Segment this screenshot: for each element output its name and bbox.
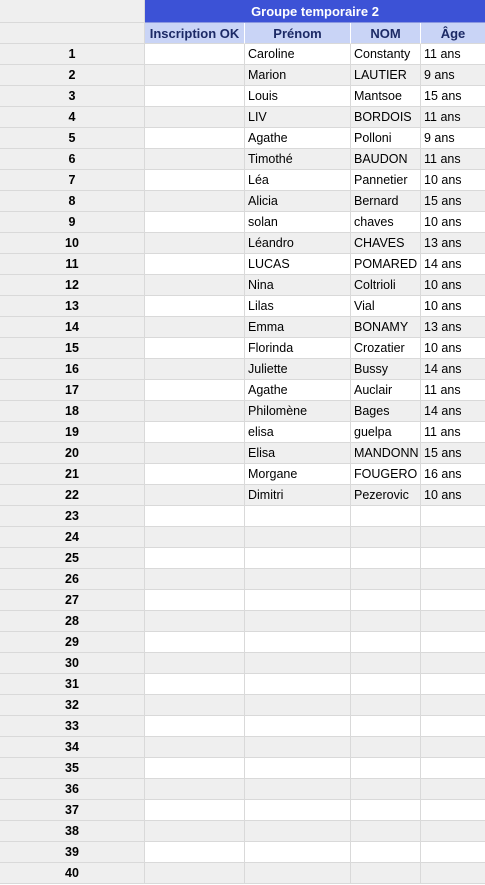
cell-nom[interactable] — [351, 611, 421, 632]
cell-age[interactable] — [421, 548, 485, 569]
cell-nom[interactable]: chaves — [351, 212, 421, 233]
table-row — [0, 758, 485, 779]
cell-prenom[interactable]: Dimitri — [245, 485, 351, 506]
row-number[interactable]: 25 — [0, 548, 145, 569]
cell-prenom[interactable]: Louis — [245, 86, 351, 107]
table-row — [0, 359, 485, 380]
row-number[interactable]: 19 — [0, 422, 145, 443]
table-body — [0, 44, 485, 884]
table-row — [0, 611, 485, 632]
cell-prenom[interactable] — [245, 716, 351, 737]
table-row — [0, 653, 485, 674]
column-header-nom[interactable]: NOM — [351, 23, 421, 44]
cell-prenom[interactable] — [245, 569, 351, 590]
cell-age[interactable] — [421, 758, 485, 779]
cell-prenom[interactable] — [245, 800, 351, 821]
cell-inscription[interactable] — [145, 779, 245, 800]
cell-nom[interactable]: Polloni — [351, 128, 421, 149]
row-number[interactable]: 27 — [0, 590, 145, 611]
row-number[interactable]: 22 — [0, 485, 145, 506]
table-row — [0, 254, 485, 275]
row-number[interactable]: 7 — [0, 170, 145, 191]
cell-prenom[interactable] — [245, 611, 351, 632]
cell-inscription[interactable] — [145, 401, 245, 422]
row-number[interactable]: 28 — [0, 611, 145, 632]
cell-age[interactable]: 10 ans — [421, 296, 485, 317]
cell-nom[interactable]: guelpa — [351, 422, 421, 443]
row-number[interactable]: 31 — [0, 674, 145, 695]
cell-age[interactable] — [421, 779, 485, 800]
cell-nom[interactable] — [351, 758, 421, 779]
cell-inscription[interactable] — [145, 821, 245, 842]
group-title[interactable]: Groupe temporaire 2 — [145, 0, 485, 23]
cell-nom[interactable] — [351, 590, 421, 611]
row-number[interactable]: 26 — [0, 569, 145, 590]
row-number[interactable]: 37 — [0, 800, 145, 821]
cell-nom[interactable]: BONAMY — [351, 317, 421, 338]
cell-inscription[interactable] — [145, 359, 245, 380]
cell-inscription[interactable] — [145, 128, 245, 149]
cell-age[interactable]: 10 ans — [421, 170, 485, 191]
cell-inscription[interactable] — [145, 527, 245, 548]
cell-inscription[interactable] — [145, 632, 245, 653]
cell-age[interactable]: 15 ans — [421, 443, 485, 464]
cell-prenom[interactable]: Alicia — [245, 191, 351, 212]
cell-age[interactable] — [421, 716, 485, 737]
table-row — [0, 86, 485, 107]
cell-inscription[interactable] — [145, 254, 245, 275]
cell-inscription[interactable] — [145, 506, 245, 527]
cell-prenom[interactable]: Philomène — [245, 401, 351, 422]
cell-inscription[interactable] — [145, 464, 245, 485]
cell-nom[interactable]: POMARED — [351, 254, 421, 275]
table-row — [0, 401, 485, 422]
row-number[interactable]: 6 — [0, 149, 145, 170]
table-row — [0, 716, 485, 737]
cell-prenom[interactable]: Juliette — [245, 359, 351, 380]
table-row — [0, 338, 485, 359]
cell-prenom[interactable] — [245, 695, 351, 716]
cell-age[interactable]: 14 ans — [421, 401, 485, 422]
cell-age[interactable]: 9 ans — [421, 128, 485, 149]
table-row — [0, 737, 485, 758]
cell-inscription[interactable] — [145, 86, 245, 107]
column-header-row — [0, 23, 485, 44]
cell-nom[interactable] — [351, 716, 421, 737]
cell-age[interactable]: 11 ans — [421, 422, 485, 443]
column-header-prenom[interactable]: Prénom — [245, 23, 351, 44]
cell-prenom[interactable]: LUCAS — [245, 254, 351, 275]
cell-prenom[interactable] — [245, 632, 351, 653]
cell-nom[interactable]: FOUGERO — [351, 464, 421, 485]
cell-prenom[interactable] — [245, 737, 351, 758]
cell-age[interactable]: 10 ans — [421, 485, 485, 506]
table-row — [0, 506, 485, 527]
cell-inscription[interactable] — [145, 737, 245, 758]
row-number[interactable]: 16 — [0, 359, 145, 380]
table-row — [0, 590, 485, 611]
cell-nom[interactable] — [351, 653, 421, 674]
cell-nom[interactable]: Bussy — [351, 359, 421, 380]
table-row — [0, 191, 485, 212]
cell-prenom[interactable]: Morgane — [245, 464, 351, 485]
cell-nom[interactable]: Pannetier — [351, 170, 421, 191]
cell-inscription[interactable] — [145, 170, 245, 191]
cell-prenom[interactable] — [245, 779, 351, 800]
row-number[interactable]: 11 — [0, 254, 145, 275]
cell-age[interactable]: 15 ans — [421, 191, 485, 212]
cell-nom[interactable]: MANDONN — [351, 443, 421, 464]
cell-nom[interactable] — [351, 695, 421, 716]
table-row — [0, 569, 485, 590]
corner-cell[interactable] — [0, 0, 145, 23]
table-row — [0, 380, 485, 401]
table-row — [0, 422, 485, 443]
row-number[interactable]: 38 — [0, 821, 145, 842]
table-row — [0, 464, 485, 485]
cell-prenom[interactable] — [245, 674, 351, 695]
row-number[interactable]: 5 — [0, 128, 145, 149]
cell-prenom[interactable]: solan — [245, 212, 351, 233]
cell-nom[interactable]: Auclair — [351, 380, 421, 401]
cell-inscription[interactable] — [145, 149, 245, 170]
cell-prenom[interactable]: Lilas — [245, 296, 351, 317]
cell-inscription[interactable] — [145, 716, 245, 737]
row-number[interactable]: 9 — [0, 212, 145, 233]
cell-nom[interactable] — [351, 842, 421, 863]
cell-inscription[interactable] — [145, 485, 245, 506]
cell-prenom[interactable] — [245, 653, 351, 674]
cell-age[interactable] — [421, 506, 485, 527]
cell-age[interactable]: 15 ans — [421, 86, 485, 107]
cell-prenom[interactable]: Nina — [245, 275, 351, 296]
table-row — [0, 275, 485, 296]
cell-inscription[interactable] — [145, 548, 245, 569]
cell-nom[interactable] — [351, 737, 421, 758]
table-row — [0, 44, 485, 65]
cell-age[interactable]: 14 ans — [421, 359, 485, 380]
cell-age[interactable]: 13 ans — [421, 233, 485, 254]
row-number[interactable]: 4 — [0, 107, 145, 128]
cell-inscription[interactable] — [145, 800, 245, 821]
cell-nom[interactable] — [351, 800, 421, 821]
table-row — [0, 170, 485, 191]
row-number[interactable]: 13 — [0, 296, 145, 317]
row-number[interactable]: 14 — [0, 317, 145, 338]
cell-prenom[interactable]: Emma — [245, 317, 351, 338]
cell-nom[interactable]: Coltrioli — [351, 275, 421, 296]
table-row — [0, 863, 485, 884]
row-number[interactable]: 21 — [0, 464, 145, 485]
cell-age[interactable]: 10 ans — [421, 338, 485, 359]
row-number-header[interactable] — [0, 23, 145, 44]
cell-age[interactable] — [421, 674, 485, 695]
cell-prenom[interactable]: Marion — [245, 65, 351, 86]
cell-age[interactable] — [421, 863, 485, 884]
row-number[interactable]: 3 — [0, 86, 145, 107]
cell-inscription[interactable] — [145, 65, 245, 86]
cell-age[interactable]: 10 ans — [421, 275, 485, 296]
row-number[interactable]: 30 — [0, 653, 145, 674]
row-number[interactable]: 10 — [0, 233, 145, 254]
cell-age[interactable] — [421, 842, 485, 863]
row-number[interactable]: 15 — [0, 338, 145, 359]
cell-age[interactable] — [421, 821, 485, 842]
cell-prenom[interactable] — [245, 590, 351, 611]
cell-prenom[interactable] — [245, 842, 351, 863]
cell-age[interactable]: 11 ans — [421, 380, 485, 401]
row-number[interactable]: 17 — [0, 380, 145, 401]
cell-age[interactable] — [421, 695, 485, 716]
cell-age[interactable] — [421, 653, 485, 674]
cell-age[interactable] — [421, 569, 485, 590]
table-row — [0, 779, 485, 800]
table-row — [0, 548, 485, 569]
cell-inscription[interactable] — [145, 212, 245, 233]
table-row — [0, 632, 485, 653]
cell-inscription[interactable] — [145, 611, 245, 632]
cell-inscription[interactable] — [145, 233, 245, 254]
table-row — [0, 821, 485, 842]
table-row — [0, 527, 485, 548]
cell-nom[interactable] — [351, 821, 421, 842]
cell-prenom[interactable] — [245, 758, 351, 779]
cell-inscription[interactable] — [145, 338, 245, 359]
row-number[interactable]: 33 — [0, 716, 145, 737]
row-number[interactable]: 20 — [0, 443, 145, 464]
cell-prenom[interactable]: Elisa — [245, 443, 351, 464]
cell-nom[interactable]: Pezerovic — [351, 485, 421, 506]
cell-nom[interactable]: Mantsoe — [351, 86, 421, 107]
cell-prenom[interactable]: Timothé — [245, 149, 351, 170]
cell-inscription[interactable] — [145, 380, 245, 401]
cell-prenom[interactable] — [245, 821, 351, 842]
cell-inscription[interactable] — [145, 422, 245, 443]
cell-inscription[interactable] — [145, 44, 245, 65]
cell-nom[interactable]: Bernard — [351, 191, 421, 212]
table-row — [0, 233, 485, 254]
table-row — [0, 674, 485, 695]
column-header-inscription[interactable]: Inscription OK — [145, 23, 245, 44]
row-number[interactable]: 24 — [0, 527, 145, 548]
cell-age[interactable]: 13 ans — [421, 317, 485, 338]
table-row — [0, 107, 485, 128]
cell-age[interactable] — [421, 632, 485, 653]
row-number[interactable]: 34 — [0, 737, 145, 758]
cell-age[interactable] — [421, 590, 485, 611]
cell-age[interactable]: 11 ans — [421, 107, 485, 128]
cell-age[interactable]: 11 ans — [421, 149, 485, 170]
cell-age[interactable]: 11 ans — [421, 44, 485, 65]
cell-inscription[interactable] — [145, 653, 245, 674]
row-number[interactable]: 2 — [0, 65, 145, 86]
cell-inscription[interactable] — [145, 317, 245, 338]
cell-age[interactable] — [421, 737, 485, 758]
cell-nom[interactable] — [351, 779, 421, 800]
table-row — [0, 128, 485, 149]
table-row — [0, 485, 485, 506]
cell-prenom[interactable]: elisa — [245, 422, 351, 443]
cell-nom[interactable]: LAUTIER — [351, 65, 421, 86]
row-number[interactable]: 18 — [0, 401, 145, 422]
cell-nom[interactable]: Bages — [351, 401, 421, 422]
cell-prenom[interactable] — [245, 863, 351, 884]
table-row — [0, 65, 485, 86]
row-number[interactable]: 12 — [0, 275, 145, 296]
table-row — [0, 695, 485, 716]
cell-inscription[interactable] — [145, 275, 245, 296]
row-number[interactable]: 23 — [0, 506, 145, 527]
row-number[interactable]: 8 — [0, 191, 145, 212]
cell-prenom[interactable]: Florinda — [245, 338, 351, 359]
cell-nom[interactable]: Constanty — [351, 44, 421, 65]
cell-inscription[interactable] — [145, 590, 245, 611]
cell-prenom[interactable]: Agathe — [245, 128, 351, 149]
table-row — [0, 296, 485, 317]
cell-nom[interactable]: BORDOIS — [351, 107, 421, 128]
cell-prenom[interactable] — [245, 506, 351, 527]
table-row — [0, 149, 485, 170]
cell-inscription[interactable] — [145, 842, 245, 863]
table-row — [0, 317, 485, 338]
cell-nom[interactable] — [351, 674, 421, 695]
column-header-age[interactable]: Âge — [421, 23, 485, 44]
cell-prenom[interactable]: LIV — [245, 107, 351, 128]
cell-nom[interactable] — [351, 632, 421, 653]
cell-inscription[interactable] — [145, 443, 245, 464]
cell-inscription[interactable] — [145, 569, 245, 590]
cell-age[interactable] — [421, 611, 485, 632]
cell-prenom[interactable]: Léa — [245, 170, 351, 191]
cell-inscription[interactable] — [145, 674, 245, 695]
cell-nom[interactable]: Vial — [351, 296, 421, 317]
cell-inscription[interactable] — [145, 863, 245, 884]
table-row — [0, 842, 485, 863]
cell-nom[interactable]: Crozatier — [351, 338, 421, 359]
cell-nom[interactable] — [351, 569, 421, 590]
table-row — [0, 212, 485, 233]
row-number[interactable]: 35 — [0, 758, 145, 779]
cell-age[interactable]: 10 ans — [421, 212, 485, 233]
table-row — [0, 443, 485, 464]
cell-nom[interactable] — [351, 506, 421, 527]
cell-prenom[interactable]: Agathe — [245, 380, 351, 401]
cell-nom[interactable] — [351, 548, 421, 569]
cell-inscription[interactable] — [145, 191, 245, 212]
row-number[interactable]: 32 — [0, 695, 145, 716]
cell-age[interactable]: 16 ans — [421, 464, 485, 485]
table-row — [0, 800, 485, 821]
row-number[interactable]: 39 — [0, 842, 145, 863]
cell-age[interactable]: 14 ans — [421, 254, 485, 275]
cell-prenom[interactable] — [245, 527, 351, 548]
cell-age[interactable] — [421, 527, 485, 548]
cell-inscription[interactable] — [145, 107, 245, 128]
cell-inscription[interactable] — [145, 758, 245, 779]
cell-age[interactable] — [421, 800, 485, 821]
cell-nom[interactable]: BAUDON — [351, 149, 421, 170]
cell-inscription[interactable] — [145, 695, 245, 716]
row-number[interactable]: 40 — [0, 863, 145, 884]
row-number[interactable]: 1 — [0, 44, 145, 65]
row-number[interactable]: 36 — [0, 779, 145, 800]
group-header-row — [0, 0, 485, 23]
row-number[interactable]: 29 — [0, 632, 145, 653]
cell-inscription[interactable] — [145, 296, 245, 317]
cell-age[interactable]: 9 ans — [421, 65, 485, 86]
cell-prenom[interactable]: Léandro — [245, 233, 351, 254]
cell-prenom[interactable] — [245, 548, 351, 569]
cell-prenom[interactable]: Caroline — [245, 44, 351, 65]
cell-nom[interactable]: CHAVES — [351, 233, 421, 254]
cell-nom[interactable] — [351, 527, 421, 548]
cell-nom[interactable] — [351, 863, 421, 884]
